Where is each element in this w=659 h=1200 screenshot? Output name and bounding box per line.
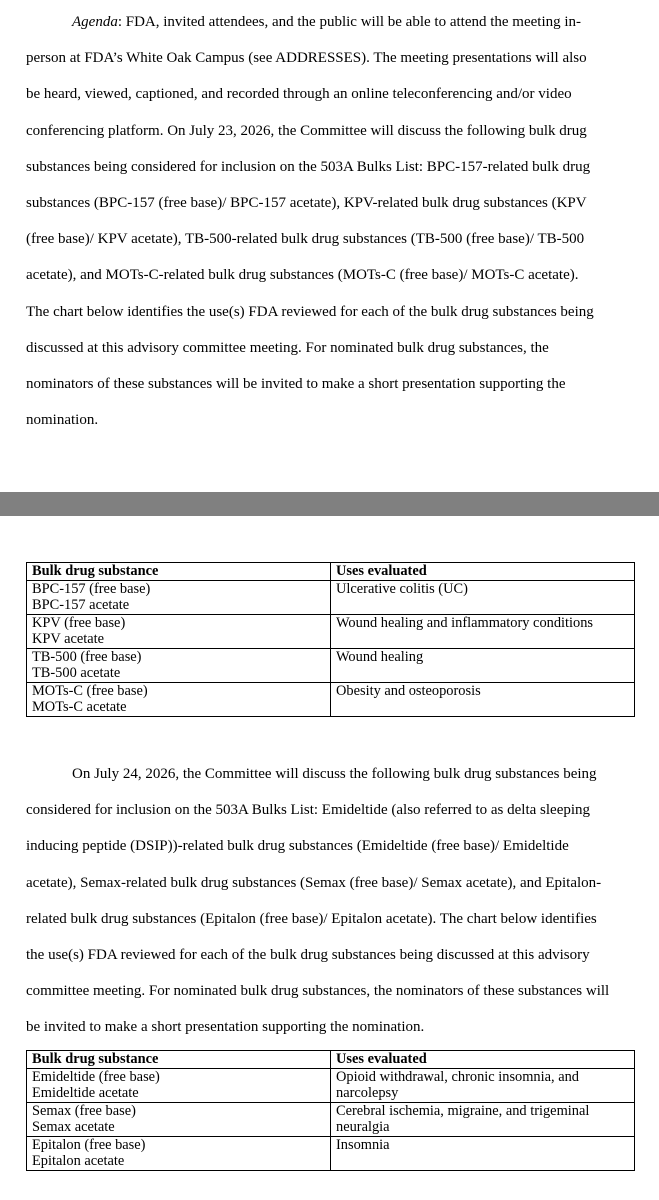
table-row <box>27 1068 635 1102</box>
agenda-label: Agenda <box>72 14 118 30</box>
uses-cell: Wound healing <box>331 648 635 682</box>
paragraph-line: the use(s) FDA reviewed for each of the bulk drug substances being discussed at this advisory <box>26 947 590 964</box>
paragraph-line: discussed at this advisory committee meeting. For nominated bulk drug substances, the <box>26 339 549 356</box>
page-upper <box>0 0 659 492</box>
table-header-row <box>27 563 635 581</box>
uses-cell: Wound healing and inflammatory conditions <box>331 614 635 648</box>
paragraph-line: substances being considered for inclusion on the 503A Bulks List: BPC-157-related bulk drug <box>26 158 591 175</box>
column-header-substance: Bulk drug substance <box>27 1051 331 1069</box>
paragraph-line: person at FDA’s White Oak Campus (see ADDRESSES). The meeting presentations will also <box>26 50 587 67</box>
uses-cell: Obesity and osteoporosis <box>331 682 635 716</box>
paragraph-line: The chart below identifies the use(s) FDA reviewed for each of the bulk drug substances being <box>26 303 594 320</box>
paragraph-line: inducing peptide (DSIP))-related bulk drug substances (Emideltide (free base)/ Emideltide <box>26 838 569 855</box>
uses-cell: Insomnia <box>331 1136 635 1170</box>
table-row <box>27 580 635 614</box>
table-row <box>27 682 635 716</box>
paragraph-line: (free base)/ KPV acetate), TB-500-related bulk drug substances (TB-500 (free base)/ TB-500 <box>26 231 585 248</box>
table-row <box>27 648 635 682</box>
agenda-paragraph <box>26 4 634 438</box>
substance-cell: BPC-157 (free base) BPC-157 acetate <box>27 580 331 614</box>
table-row <box>27 614 635 648</box>
table-row <box>27 1102 635 1136</box>
substance-cell: Semax (free base) Semax acetate <box>27 1102 331 1136</box>
column-header-uses: Uses evaluated <box>331 563 635 581</box>
paragraph-line: committee meeting. For nominated bulk drug substances, the nominators of these substances will <box>26 983 610 1000</box>
uses-cell: Opioid withdrawal, chronic insomnia, and narcolepsy <box>331 1068 635 1102</box>
substance-cell: Emideltide (free base) Emideltide acetate <box>27 1068 331 1102</box>
column-header-uses: Uses evaluated <box>331 1051 635 1069</box>
paragraph-line: acetate), and MOTs-C-related bulk drug substances (MOTs-C (free base)/ MOTs-C acetate). <box>26 267 579 284</box>
page-lower <box>0 516 659 1200</box>
page-divider <box>0 492 659 516</box>
paragraph-line: considered for inclusion on the 503A Bulks List: Emideltide (also referred to as delta sleeping <box>26 802 591 819</box>
paragraph-line: nomination. <box>26 412 99 429</box>
column-header-substance: Bulk drug substance <box>27 563 331 581</box>
paragraph-line: be heard, viewed, captioned, and recorded through an online teleconferencing and/or video <box>26 86 572 103</box>
paragraph-line: Agenda: FDA, invited attendees, and the public will be able to attend the meeting in- <box>72 14 582 30</box>
substance-cell: Epitalon (free base) Epitalon acetate <box>27 1136 331 1170</box>
substance-cell: MOTs-C (free base) MOTs-C acetate <box>27 682 331 716</box>
july-24-paragraph <box>26 756 634 1046</box>
substance-cell: KPV (free base) KPV acetate <box>27 614 331 648</box>
paragraph-line: conferencing platform. On July 23, 2026, the Committee will discuss the following bulk drug <box>26 122 587 139</box>
paragraph-line: On July 24, 2026, the Committee will discuss the following bulk drug substances being <box>72 766 597 782</box>
bulk-substances-table-july-24 <box>26 1050 635 1171</box>
uses-cell: Cerebral ischemia, migraine, and trigeminal neuralgia <box>331 1102 635 1136</box>
paragraph-line: substances (BPC-157 (free base)/ BPC-157 acetate), KPV-related bulk drug substances (KPV <box>26 195 587 212</box>
table-header-row <box>27 1051 635 1069</box>
paragraph-line: be invited to make a short presentation supporting the nomination. <box>26 1019 425 1036</box>
table-row <box>27 1136 635 1170</box>
bulk-substances-table-july-23 <box>26 562 635 717</box>
paragraph-line: acetate), Semax-related bulk drug substances (Semax (free base)/ Semax acetate), and Epitalon- <box>26 874 602 891</box>
paragraph-line: nominators of these substances will be invited to make a short presentation supporting the <box>26 376 566 393</box>
uses-cell: Ulcerative colitis (UC) <box>331 580 635 614</box>
paragraph-line: related bulk drug substances (Epitalon (free base)/ Epitalon acetate). The chart below identifies <box>26 910 597 927</box>
substance-cell: TB-500 (free base) TB-500 acetate <box>27 648 331 682</box>
